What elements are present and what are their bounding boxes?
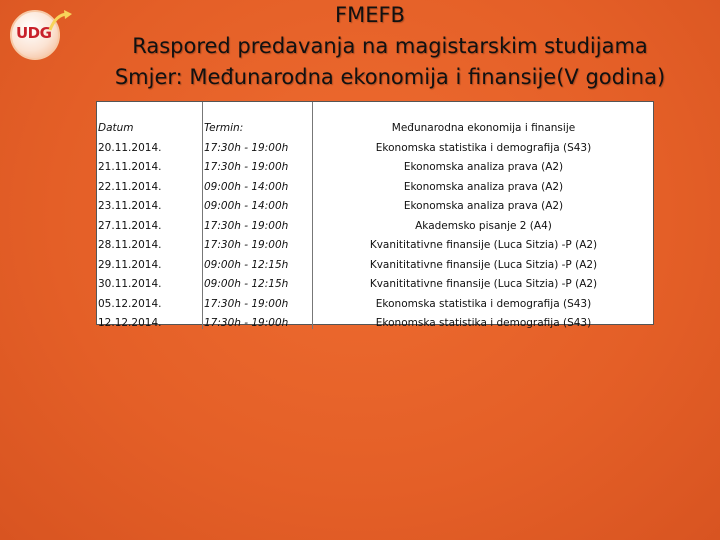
table-header-row — [97, 102, 653, 134]
column-header-course: Međunarodna ekonomija i finansije — [391, 122, 576, 134]
cell-date: 29.11.2014. — [97, 251, 203, 271]
table-row — [97, 271, 653, 291]
cell-date: 12.12.2014. — [97, 310, 203, 330]
cell-course: Ekonomska analiza prava (A2) — [403, 200, 564, 212]
schedule-table-container — [96, 101, 654, 329]
table-row — [97, 251, 653, 271]
table-row — [97, 193, 653, 213]
table-row — [97, 154, 653, 174]
cell-date: 27.11.2014. — [97, 212, 203, 232]
cell-time: 09:00h - 12:15h — [203, 251, 313, 271]
cell-date: 21.11.2014. — [97, 154, 203, 174]
table-row — [97, 232, 653, 252]
cell-course: Kvanititativne finansije (Luca Sitzia) -P (A2) — [369, 278, 598, 290]
header-program: Smjer: Međunarodna ekonomija i finansije(V godina) — [114, 65, 666, 89]
cell-time: 09:00h - 14:00h — [203, 193, 313, 213]
table-row — [97, 310, 653, 330]
cell-date: 30.11.2014. — [97, 271, 203, 291]
cell-time: 17:30h - 19:00h — [203, 134, 313, 154]
cell-date: 20.11.2014. — [97, 134, 203, 154]
cell-course: Kvanititativne finansije (Luca Sitzia) -P (A2) — [369, 239, 598, 251]
cell-course: Akademsko pisanje 2 (A4) — [415, 219, 552, 232]
header-title: FMEFB — [335, 3, 405, 27]
cell-time: 09:00h - 14:00h — [203, 173, 313, 193]
cell-course: Ekonomska analiza prava (A2) — [403, 180, 564, 193]
cell-time: 17:30h - 19:00h — [203, 310, 313, 330]
cell-course: Ekonomska statistika i demografija (S43) — [375, 317, 592, 329]
cell-course: Ekonomska statistika i demografija (S43) — [375, 141, 592, 154]
cell-date: 23.11.2014. — [97, 193, 203, 213]
cell-time: 17:30h - 19:00h — [203, 290, 313, 310]
cell-course: Ekonomska statistika i demografija (S43) — [375, 297, 592, 310]
header-subtitle: Raspored predavanja na magistarskim studijama — [132, 34, 648, 58]
cell-course: Ekonomska analiza prava (A2) — [403, 161, 564, 173]
cell-course: Kvanititativne finansije (Luca Sitzia) -P (A2) — [369, 258, 598, 271]
table-row — [97, 134, 653, 154]
cell-date: 22.11.2014. — [97, 173, 203, 193]
cell-date: 28.11.2014. — [97, 232, 203, 252]
table-row — [97, 290, 653, 310]
table-row — [97, 173, 653, 193]
cell-time: 17:30h - 19:00h — [203, 212, 313, 232]
cell-time: 17:30h - 19:00h — [203, 232, 313, 252]
column-header-date: Datum — [97, 102, 203, 134]
slide-header — [60, 0, 720, 93]
logo-text: UDG — [16, 24, 52, 42]
table-row — [97, 212, 653, 232]
cell-date: 05.12.2014. — [97, 290, 203, 310]
cell-time: 17:30h - 19:00h — [203, 154, 313, 174]
column-header-time: Termin: — [203, 102, 313, 134]
schedule-table — [97, 102, 653, 329]
cell-time: 09:00h - 12:15h — [203, 271, 313, 291]
